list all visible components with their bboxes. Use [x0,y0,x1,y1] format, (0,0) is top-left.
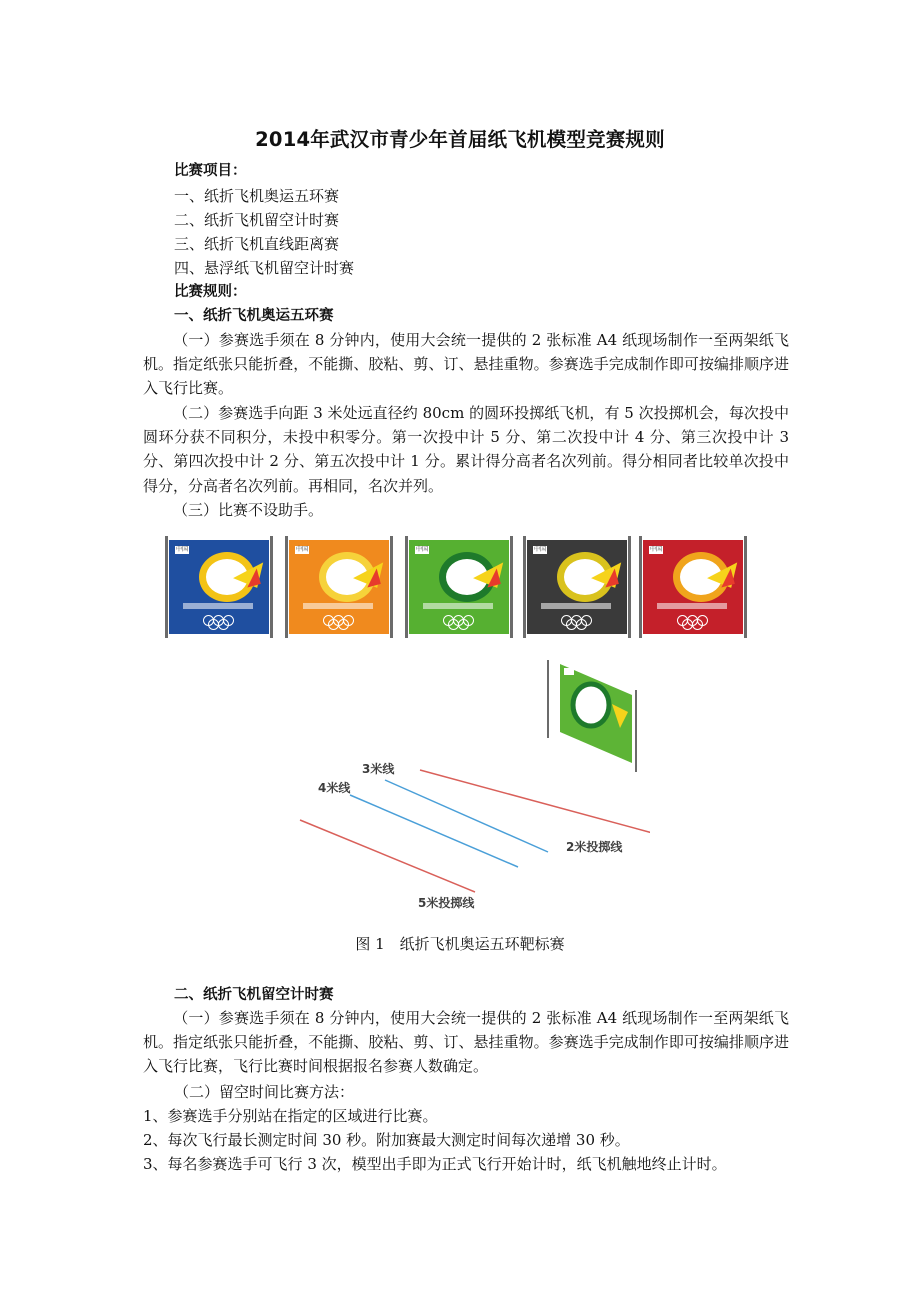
section1-p1-text: （一）参赛选手须在 8 分钟内，使用大会统一提供的 2 张标准 A4 纸现场制作一至两架纸飞机。指定纸张只能折叠，不能撕、胶粘、剪、订、悬挂重物。参赛选手完成制作即可按编排顺序进入飞行比赛。 [143,331,789,398]
panel-logo: 中国 [295,546,308,553]
olympic-rings-icon [677,615,717,629]
label-3m-line: 3米线 [362,762,395,776]
list-item: 3、每名参赛选手可飞行 3 次，模型出手即为正式飞行开始计时，纸飞机触地终止计时。 [143,1155,727,1173]
target-panel [165,540,273,634]
section2-paragraph-2: （二）留空时间比赛方法： [174,1083,355,1101]
section2-heading: 二、纸折飞机留空计时赛 [174,987,334,1003]
section1-p3-text: （三）比赛不设助手。 [173,501,324,519]
perspective-ring [573,684,609,726]
panel-face [527,540,627,634]
throwing-field-diagram [290,660,650,924]
list-item: 1、参赛选手分别站在指定的区域进行比赛。 [143,1107,438,1125]
olympic-rings-icon [323,615,363,629]
olympic-ring [576,619,587,630]
panel-face [409,540,509,634]
olympic-target-panels [165,536,755,638]
panel-face [169,540,269,634]
line-4m [350,795,518,867]
section1-paragraph-3 [143,498,789,522]
label-2m-throw-line: 2米投掷线 [566,840,623,854]
panel-logo: 中国 [649,546,662,553]
section1-paragraph-1 [143,328,789,401]
panel-logo: 中国 [533,546,546,553]
page-title: 2014年武汉市青少年首届纸飞机模型竞赛规则 [255,128,665,151]
line-5m [300,820,475,892]
panel-pole-left [639,536,642,638]
panel-logo: 中国 [175,546,188,553]
olympic-ring [338,619,349,630]
panel-logo: 中国 [415,546,428,553]
items-heading: 比赛项目： [174,163,247,179]
panel-pole-right [628,536,631,638]
target-panel [639,540,747,634]
panel-face [289,540,389,634]
line-3m [385,780,548,852]
panel-banner-strip [541,603,611,609]
olympic-ring [458,619,469,630]
panel-pole-left [165,536,168,638]
label-5m-throw-line: 5米投掷线 [418,896,475,910]
panel-pole-right [390,536,393,638]
label-4m-line: 4米线 [318,781,351,795]
panel-face [643,540,743,634]
list-item: 2、每次飞行最长测定时间 30 秒。附加赛最大测定时间每次递增 30 秒。 [143,1131,630,1149]
target-panel [523,540,631,634]
olympic-rings-icon [561,615,601,629]
section2-p1-text: （一）参赛选手须在 8 分钟内，使用大会统一提供的 2 张标准 A4 纸现场制作一至两架纸飞机。指定纸张只能折叠，不能撕、胶粘、剪、订、悬挂重物。参赛选手完成制作即可按编排顺序进入飞行比赛，飞行比赛时间根据报名参赛人数确定。 [143,1009,789,1076]
section1-p2-text: （二）参赛选手向距 3 米处远直径约 80cm 的圆环投掷纸飞机，有 5 次投掷机会，每次投中圆环分获不同积分，未投中积零分。第一次投中计 5 分、第二次投中计 4 分、第三次投中计 3 分、第四次投中计 2 分、第五次投中计 1 分。累计得分高者名次列前。得分相同者比较单次投中得分，分高者名次列前。再相同，名次并列。 [143,404,789,495]
list-item: 四、悬浮纸飞机留空计时赛 [174,259,355,277]
olympic-ring [692,619,703,630]
panel-banner-strip [303,603,373,609]
panel-pole-left [285,536,288,638]
section2-paragraph-1 [143,1006,789,1079]
panel-pole-left [523,536,526,638]
section1-paragraph-2 [143,401,789,498]
olympic-rings-icon [203,615,243,629]
list-item: 二、纸折飞机留空计时赛 [174,211,340,229]
olympic-ring [218,619,229,630]
panel-banner-strip [657,603,727,609]
olympic-rings-icon [443,615,483,629]
panel-banner-strip [423,603,493,609]
panel-banner-strip [183,603,253,609]
panel-pole-right [270,536,273,638]
list-item: 三、纸折飞机直线距离赛 [174,235,340,253]
target-panel [405,540,513,634]
line-2m [420,770,650,835]
list-item: 一、纸折飞机奥运五环赛 [174,187,340,205]
panel-pole-right [744,536,747,638]
rules-heading: 比赛规则： [174,284,247,300]
target-panel [285,540,393,634]
section1-heading: 一、纸折飞机奥运五环赛 [174,308,334,324]
panel-pole-right [510,536,513,638]
perspective-logo [564,668,574,675]
figure-caption: 图 1 纸折飞机奥运五环靶标赛 [355,935,565,953]
panel-pole-left [405,536,408,638]
